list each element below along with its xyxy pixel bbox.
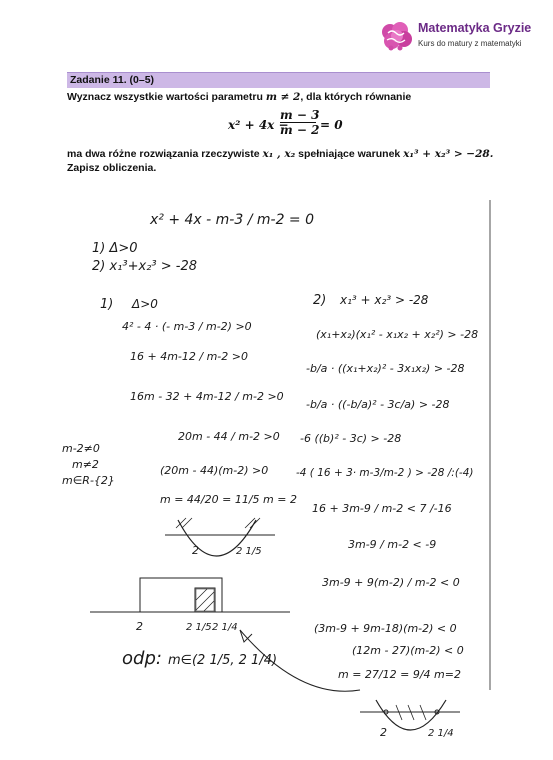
hw-graph2-root-1: 2: [380, 726, 387, 739]
hw-part1-label: 1): [100, 297, 114, 312]
hw-part2-line-9: 3m-9 + 9(m-2) / m-2 < 0: [322, 576, 460, 589]
hw-numberline-label-2: 2 1/5: [186, 622, 212, 633]
hw-graph1-root-2: 2 1/5: [236, 546, 262, 557]
hw-part2-line-7: 16 + 3m-9 / m-2 < 7 /-16: [312, 502, 452, 515]
equation-lhs: x² + 4x −: [228, 118, 289, 132]
task-line-2-prefix: ma dwa różne rozwiązania rzeczywiste: [67, 148, 260, 160]
hw-part2-label: 2): [313, 293, 327, 308]
hw-part2-line-8: 3m-9 / m-2 < -9: [348, 538, 437, 551]
hw-side-note-2: m≠2: [72, 458, 99, 471]
hw-condition-1: 1) Δ>0: [92, 241, 138, 256]
task-variables: x₁ , x₂: [262, 148, 296, 160]
hw-part1-line-3: 16 + 4m-12 / m-2 >0: [130, 350, 248, 363]
task-title: Zadanie 11. (0–5): [70, 74, 155, 86]
hw-part2-line-10: (3m-9 + 9m-18)(m-2) < 0: [314, 622, 457, 635]
hw-side-note-3: m∈R-{2}: [62, 474, 115, 487]
task-line-1-suffix: , dla których równanie: [300, 91, 412, 103]
hw-part2-line-2: (x₁+x₂)(x₁² - x₁x₂ + x₂²) > -28: [316, 328, 479, 341]
hw-graph2-root-2: 2 1/4: [428, 728, 454, 739]
hw-graph1-root-1: 2: [192, 544, 199, 557]
hw-part2-line-1: x₁³ + x₂³ > -28: [340, 293, 429, 307]
brand-tagline: Kurs do matury z matematyki: [418, 39, 522, 48]
task-parameter: m ≠ 2: [265, 91, 301, 103]
hw-part1-line-2: 4² - 4 · (- m-3 / m-2) >0: [122, 320, 252, 333]
hw-sign-graph-2: [360, 700, 460, 739]
hw-part2-line-4: -b/a · ((-b/a)² - 3c/a) > -28: [306, 398, 450, 411]
equation-denominator: m − 2: [280, 123, 320, 137]
hw-part2-line-5: -6 ((b)² - 3c) > -28: [300, 432, 402, 445]
hw-part2-line-3: -b/a · ((x₁+x₂)² - 3x₁x₂) > -28: [306, 362, 465, 375]
hw-numberline-label-3: 2 1/4: [212, 622, 238, 633]
task-condition: x₁³ + x₂³ > −28.: [403, 148, 494, 160]
task-line-3: Zapisz obliczenia.: [67, 162, 157, 174]
hw-side-note-1: m-2≠0: [62, 442, 100, 455]
task-line-2-mid: spełniające warunek: [298, 148, 401, 160]
hw-sign-graph-1: [165, 518, 275, 557]
hw-top-equation: x² + 4x - m-3 / m-2 = 0: [150, 212, 315, 228]
hw-part1-line-6: (20m - 44)(m-2) >0: [160, 464, 269, 477]
hw-part2-line-11: (12m - 27)(m-2) < 0: [352, 644, 464, 657]
hw-numberline-label-1: 2: [136, 620, 143, 633]
equation-numerator: m − 3: [280, 108, 320, 122]
hw-answer-label: odp:: [122, 648, 162, 669]
equation-rhs: = 0: [320, 118, 343, 132]
hw-part1-line-1: Δ>0: [132, 297, 158, 311]
hw-number-line: [90, 578, 290, 633]
task-line-1-prefix: Wyznacz wszystkie wartości parametru: [67, 91, 263, 103]
hw-part1-line-5: 20m - 44 / m-2 >0: [178, 430, 280, 443]
hw-part2-line-12: m = 27/12 = 9/4 m=2: [338, 668, 461, 681]
hw-part1-line-7: m = 44/20 = 11/5 m = 2: [160, 493, 297, 506]
brand-name: Matematyka Gryzie: [418, 21, 532, 35]
hw-answer-set: m∈(2 1/5, 2 1/4): [168, 653, 278, 668]
hw-part2-line-6: -4 ( 16 + 3· m-3/m-2 ) > -28 /:(-4): [296, 467, 474, 479]
hw-part1-line-4: 16m - 32 + 4m-12 / m-2 >0: [130, 390, 284, 403]
hw-condition-2: 2) x₁³+x₂³ > -28: [92, 259, 197, 274]
